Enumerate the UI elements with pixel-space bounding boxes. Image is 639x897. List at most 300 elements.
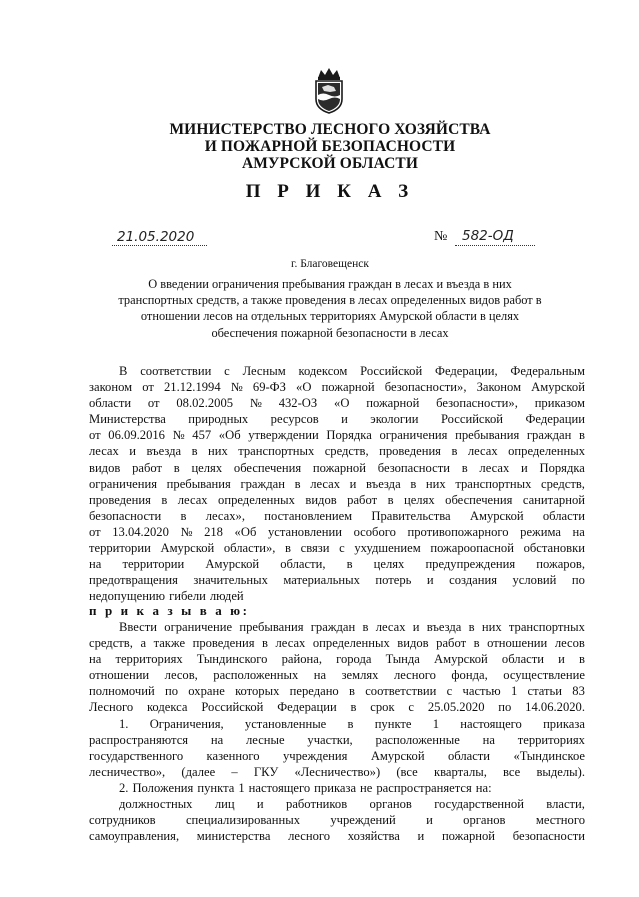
word: в: [349, 684, 355, 699]
word: Российской: [201, 700, 264, 715]
word: от: [89, 428, 101, 443]
word: лесного: [393, 668, 436, 683]
word: территории: [89, 541, 151, 556]
word: работников: [286, 797, 348, 812]
word: въезда: [426, 620, 462, 634]
word: лесов,: [164, 668, 198, 683]
word: передано: [289, 684, 339, 699]
word: установленные: [244, 716, 327, 731]
word: от: [89, 524, 101, 539]
word: Министерства: [89, 412, 166, 427]
word: видов: [89, 460, 121, 475]
word: области,: [280, 557, 326, 572]
word: 1: [238, 780, 245, 795]
word: потерь: [375, 573, 412, 588]
word: Порядка: [326, 428, 372, 443]
text-line: [89, 683, 585, 699]
word: специализированных: [185, 813, 300, 828]
word: граждан: [310, 620, 356, 634]
word: территории: [122, 557, 185, 572]
city-label: г. Благовещенск: [291, 258, 369, 270]
word: по: [571, 573, 585, 588]
word: Амурской: [160, 541, 215, 556]
word: государственной: [434, 797, 524, 812]
word: распространяется: [376, 780, 472, 795]
document-type-title: П Р И К А З: [245, 181, 415, 202]
word: и: [412, 620, 420, 634]
word: в: [191, 444, 198, 459]
text-line: [89, 524, 585, 540]
word: отношении: [89, 668, 150, 683]
word: в: [579, 428, 585, 443]
word: условий: [512, 573, 557, 588]
word: пожарной: [441, 829, 496, 844]
word: хозяйства: [347, 829, 400, 844]
word: Ограничения,: [149, 716, 224, 731]
word: также: [153, 636, 186, 651]
word: лесах: [89, 444, 119, 459]
word: противопожарного: [407, 524, 509, 539]
word: значительных: [193, 573, 268, 588]
word: лесах»,: [205, 508, 245, 523]
word: «Тындинское: [513, 748, 585, 763]
word: въезда: [146, 444, 182, 459]
word: проведения: [379, 444, 441, 459]
word: Федерации: [525, 412, 585, 427]
word: ГКУ: [253, 764, 279, 779]
word: Федеральным: [510, 364, 585, 378]
word: них: [425, 476, 446, 491]
word: на: [482, 732, 495, 747]
word: безопасности: [512, 829, 585, 844]
word: работ: [347, 492, 378, 507]
word: Российской: [440, 412, 504, 427]
word: в: [346, 557, 353, 572]
word: лесах: [479, 460, 510, 475]
word: области: [447, 748, 491, 763]
word: них: [207, 444, 228, 459]
word: них: [481, 620, 502, 634]
word: определенных: [218, 492, 295, 507]
text-line: [89, 427, 585, 443]
word: лесах: [275, 636, 306, 651]
word: 83: [572, 684, 585, 699]
word: средств,: [89, 636, 133, 651]
word: казенного: [206, 748, 260, 763]
word: по: [498, 700, 512, 715]
word: территориях: [517, 732, 585, 747]
word: проведения: [192, 636, 255, 651]
word: пожарной: [366, 396, 420, 411]
word: Амурской: [205, 557, 260, 572]
word: въезда: [366, 476, 401, 491]
word: определенных: [312, 636, 390, 651]
word: 2.: [119, 780, 129, 795]
word: на: [210, 732, 224, 747]
word: а: [140, 636, 147, 651]
text-line: [89, 764, 585, 780]
word: Лесного: [89, 700, 134, 715]
word: Амурской: [434, 652, 488, 667]
word: ресурсов: [270, 412, 319, 427]
word: и: [558, 652, 565, 667]
word: обеспечения: [445, 492, 513, 507]
word: лесах: [467, 444, 498, 459]
word: проведения: [89, 492, 151, 507]
word: 14.06.2020.: [525, 700, 585, 715]
word: средств,: [324, 444, 369, 459]
word: министерства: [196, 829, 271, 844]
word: местного: [535, 813, 585, 828]
order-subject: [116, 276, 544, 341]
word: в: [180, 508, 187, 523]
word: Лесным: [242, 364, 286, 378]
word: (все: [396, 764, 418, 779]
word: от: [142, 380, 154, 395]
word: «О: [334, 396, 350, 411]
word: статьи: [527, 684, 563, 699]
word: материальных: [283, 573, 360, 588]
text-line: [89, 363, 585, 379]
word: режима: [520, 524, 561, 539]
word: все: [503, 764, 521, 779]
word: учреждения: [282, 748, 348, 763]
word: Правительства: [371, 508, 451, 523]
word: Порядка: [539, 460, 585, 475]
word: соответствии: [365, 684, 437, 699]
text-line: [89, 411, 585, 427]
word: 1: [432, 716, 440, 731]
text-line: [89, 780, 585, 796]
word: граждан: [240, 476, 285, 491]
word: органов: [369, 797, 412, 812]
word: предупреждения: [425, 557, 516, 572]
word: ограничения: [89, 476, 158, 491]
word: лиц: [214, 797, 235, 812]
word: 218: [204, 524, 223, 539]
word: лесничество»,: [89, 764, 166, 779]
word: –: [231, 764, 238, 779]
word: Тындинского: [196, 652, 268, 667]
text-line: [89, 540, 585, 556]
word: целях: [373, 557, 405, 572]
word: власти,: [546, 797, 585, 812]
word: в: [362, 620, 369, 634]
word: на: [89, 652, 102, 667]
text-line: [89, 619, 585, 635]
word: Амурской: [469, 508, 524, 523]
word: гибели: [169, 589, 206, 604]
word: лесах: [177, 492, 208, 507]
word: пункта: [197, 780, 235, 795]
text-line: [89, 572, 585, 588]
word: приказа: [314, 780, 357, 795]
word: определенных: [508, 444, 585, 459]
word: в: [473, 636, 480, 651]
text-line: [89, 460, 585, 476]
word: которых: [235, 684, 280, 699]
word: транспортных: [508, 620, 585, 634]
word: особого: [353, 524, 396, 539]
word: создания: [449, 573, 498, 588]
text-line: [89, 588, 585, 604]
word: 1: [510, 684, 518, 699]
word: работ: [436, 636, 467, 651]
word: экологии: [370, 412, 419, 427]
word: целях: [191, 460, 223, 475]
word: на: [89, 557, 102, 572]
word: с: [224, 364, 230, 378]
word: природных: [188, 412, 249, 427]
word: и: [417, 829, 425, 844]
word: «О: [296, 380, 312, 395]
text-line: [89, 395, 585, 411]
word: санитарной: [522, 492, 585, 507]
word: пожаров,: [536, 557, 585, 572]
word: пожароопасной: [430, 541, 514, 556]
word: В: [119, 364, 128, 378]
word: не: [360, 780, 373, 795]
word: 432-ОЗ: [278, 396, 318, 411]
word: ограничение: [164, 620, 233, 634]
word: на: [313, 668, 327, 683]
word: города: [336, 652, 372, 667]
word: и: [426, 573, 434, 588]
word: 69-ФЗ: [252, 380, 286, 395]
text-line: [89, 476, 585, 492]
word: пожарной: [321, 380, 375, 395]
ministry-name-line-1: МИНИСТЕРСТВО ЛЕСНОГО ХОЗЯЙСТВА: [169, 121, 491, 138]
word: участки,: [307, 732, 353, 747]
word: транспортных: [455, 476, 532, 491]
word: Амурской: [531, 380, 585, 395]
text-line: [89, 796, 585, 812]
word: безопасности: [377, 460, 450, 475]
word: работ: [132, 460, 163, 475]
word: Законом: [476, 380, 522, 395]
word: Федерации: [277, 700, 337, 715]
word: целях: [403, 492, 435, 507]
word: средств,: [541, 476, 585, 491]
word: распространяются: [89, 732, 189, 747]
word: района,: [281, 652, 322, 667]
word: Амурской: [370, 748, 425, 763]
text-line: [89, 732, 585, 748]
word: от: [147, 396, 160, 411]
word: связи: [300, 541, 330, 556]
word: лесах: [375, 620, 406, 634]
text-line: [89, 667, 585, 683]
word: области»,: [223, 541, 276, 556]
text-line: [89, 556, 585, 572]
word: с: [446, 684, 453, 699]
word: в: [350, 700, 357, 715]
text-line: [89, 492, 585, 508]
text-line: [89, 699, 585, 715]
word: в: [262, 636, 268, 651]
word: в: [294, 476, 301, 491]
word: обеспечения: [233, 460, 302, 475]
subject-line: О введении ограничения пребывания граждан в лесах и въезда в них: [148, 277, 512, 291]
word: кварталы,: [433, 764, 487, 779]
word: №: [172, 428, 185, 443]
ministry-name-line-3: АМУРСКОЙ ОБЛАСТИ: [242, 155, 418, 172]
word: предотвращения: [89, 573, 178, 588]
word: 21.12.1994: [163, 380, 221, 395]
word: 1.: [119, 716, 129, 731]
word: Положения: [132, 780, 194, 795]
prikazyvayu-heading: п р и к а з ы в а ю:: [89, 603, 250, 618]
word: и: [520, 460, 528, 475]
word: в: [451, 444, 458, 459]
word: «Об: [234, 524, 257, 539]
word: государственного: [89, 748, 184, 763]
word: землях: [341, 668, 379, 683]
word: пребывания: [239, 620, 304, 634]
text-line: [89, 508, 585, 524]
word: безопасности»,: [384, 380, 467, 395]
word: с: [339, 541, 345, 556]
subject-line: отношении лесов на отдельных территориях Амурской области в целях: [140, 309, 520, 324]
word: Ввести: [119, 620, 158, 634]
word: в: [579, 652, 585, 667]
word: Российской: [360, 364, 423, 378]
word: кодексом: [298, 364, 348, 378]
word: кодекса: [146, 700, 188, 715]
preamble-text: [89, 363, 585, 604]
word: 13.04.2020: [112, 524, 169, 539]
word: 457: [192, 428, 212, 443]
word: полномочий: [89, 684, 155, 699]
ministry-name-line-2: И ПОЖАРНОЙ БЕЗОПАСНОСТИ: [204, 138, 456, 155]
word: приказа: [543, 716, 585, 731]
word: законом: [89, 380, 133, 395]
word: обстановки: [523, 541, 585, 556]
word: в: [410, 476, 417, 491]
word: настоящего: [460, 716, 522, 731]
word: и: [341, 412, 348, 427]
word: постановлением: [264, 508, 353, 523]
word: видов: [305, 492, 337, 507]
number-underline: [455, 245, 535, 246]
text-line: [89, 748, 585, 764]
word: осуществление: [503, 668, 585, 683]
word: учреждений: [330, 813, 396, 828]
word: видов: [397, 636, 429, 651]
word: расположенных: [213, 668, 299, 683]
word: людей: [209, 589, 244, 604]
word: 25.05.2020: [427, 700, 485, 715]
word: лесные: [246, 732, 285, 747]
word: и: [349, 476, 357, 491]
word: отношении: [487, 636, 548, 651]
text-line: [89, 651, 585, 667]
word: охране: [188, 684, 225, 699]
word: частью: [462, 684, 501, 699]
text-line: [89, 379, 585, 395]
word: недопущению: [89, 589, 166, 604]
word: №: [180, 524, 193, 539]
text-line: [89, 716, 585, 732]
word: самоуправления,: [89, 829, 180, 844]
word: транспортных: [238, 444, 315, 459]
word: установлении: [267, 524, 342, 539]
subject-line: транспортных средств, а также проведения в лесах определенных видов работ в: [118, 293, 542, 308]
word: ограничения: [379, 428, 448, 443]
text-line: [89, 828, 585, 844]
word: выделы).: [536, 764, 585, 779]
word: «Лесничество»): [294, 764, 381, 779]
word: с: [408, 700, 414, 715]
word: лесов: [554, 636, 585, 651]
word: пребывания: [455, 428, 520, 443]
number-label: №: [434, 229, 448, 244]
word: в: [387, 492, 394, 507]
word: области: [89, 396, 132, 411]
handwritten-number: 582-ОД: [462, 228, 514, 244]
text-line: [89, 635, 585, 651]
word: №: [249, 396, 262, 411]
word: пункте: [374, 716, 412, 731]
order-clauses: [89, 619, 585, 844]
word: в: [161, 492, 168, 507]
word: Тында: [385, 652, 420, 667]
word: области: [542, 508, 585, 523]
word: и: [256, 797, 264, 812]
word: приказом: [534, 396, 585, 411]
word: в: [468, 620, 475, 634]
word: сотрудников: [89, 813, 156, 828]
word: в: [285, 541, 291, 556]
subject-line: обеспечения пожарной безопасности в лесах: [211, 325, 449, 340]
word: и: [129, 444, 137, 459]
word: на:: [475, 780, 492, 795]
date-underline: [112, 245, 207, 246]
word: (далее: [181, 764, 216, 779]
word: фонда,: [451, 668, 488, 683]
word: области: [501, 652, 545, 667]
word: граждан: [526, 428, 572, 443]
text-line: [89, 443, 585, 459]
word: пребывания: [166, 476, 231, 491]
word: должностных: [119, 797, 193, 812]
word: Федерации,: [435, 364, 498, 378]
word: 08.02.2005: [176, 396, 234, 411]
word: ухудшением: [354, 541, 421, 556]
word: на: [572, 524, 585, 539]
word: в: [173, 460, 180, 475]
word: утверждении: [248, 428, 319, 443]
word: в: [347, 716, 354, 731]
word: «Об: [218, 428, 241, 443]
word: лесного: [288, 829, 331, 844]
word: соответствии: [140, 364, 212, 378]
word: пожарной: [312, 460, 366, 475]
word: органов: [463, 813, 506, 828]
word: настоящего: [248, 780, 311, 795]
text-line: [89, 812, 585, 828]
word: срок: [370, 700, 395, 715]
word: безопасности: [89, 508, 162, 523]
word: 06.09.2016: [108, 428, 165, 443]
handwritten-date: 21.05.2020: [117, 229, 195, 245]
word: и: [426, 813, 433, 828]
word: территориях: [115, 652, 183, 667]
word: по: [164, 684, 179, 699]
word: лесах: [310, 476, 341, 491]
word: в: [461, 460, 468, 475]
word: №: [230, 380, 243, 395]
